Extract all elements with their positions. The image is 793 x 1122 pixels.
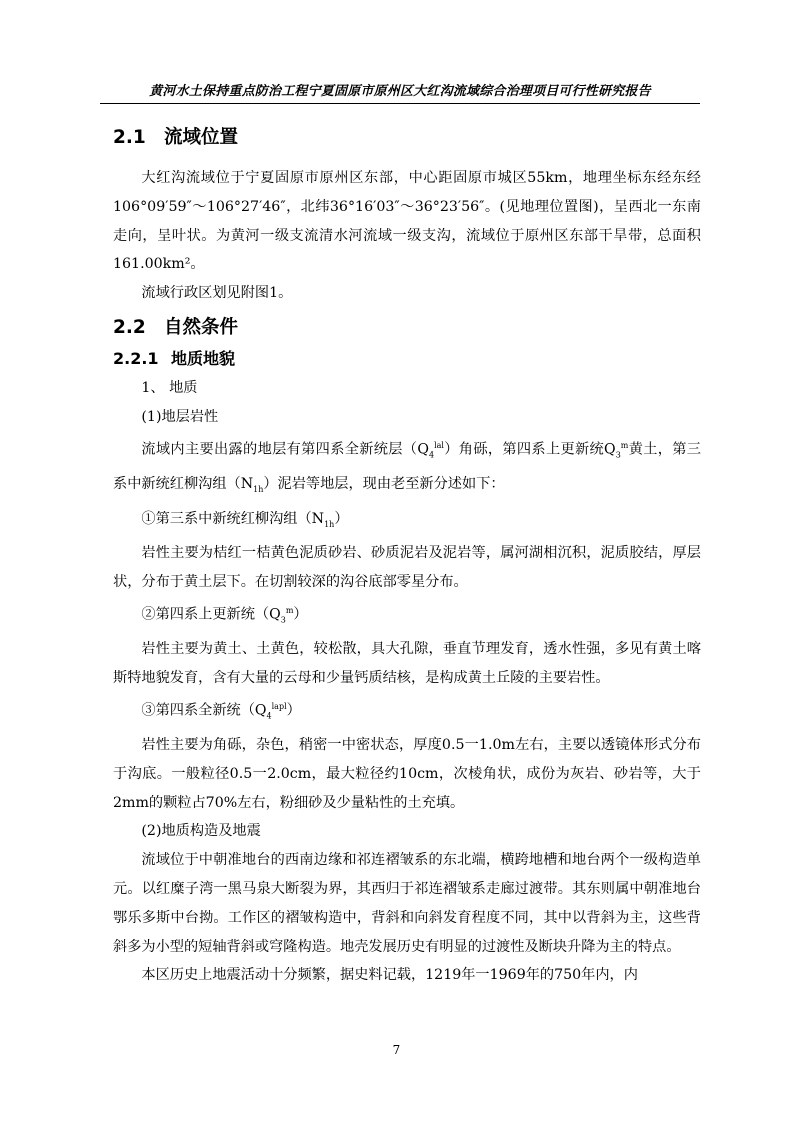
unit3-title: ③第四系全新统$(Q_4^{lapl})$ (141, 701, 301, 721)
strata-intro-paragraph: 流域内主要出露的地层有第四系全新统层$(Q_4^{lal})$角砾，第四系上更新统$Q_3^m$黄土，第三系中新统红柳沟组$(N_{1h})$泥岩等地层，现由老至新分述如下： (113, 440, 701, 494)
page-body (113, 122, 701, 990)
section-2-2-heading (113, 312, 701, 344)
section-title: 自然条件 (164, 316, 239, 338)
item-structure-earthquake: (2)地质构造及地震 (141, 823, 261, 840)
unit3-description: 岩性主要为角砾，杂色，稍密一中密状态，厚度0.5一1.0m左右，主要以透镜体形式分布于沟底。一般粒径0.5一2.0cm，最大粒径约10cm，次棱角状，成份为灰岩、砂岩等，大于2mm的颗粒占70%左右，粉细砂及少量粘性的土充填。 (113, 737, 701, 811)
unit1-description: 岩性主要为桔红一桔黄色泥质砂岩、砂质泥岩及泥岩等，属河湖相沉积，泥质胶结，厚层状，分布于黄土层下。在切割较深的沟谷底部零星分布。 (113, 545, 701, 590)
admin-division-paragraph: 流域行政区划见附图1。 (141, 285, 293, 302)
unit2-title: ②第四系上更新统$(Q_3^m)$ (141, 605, 308, 625)
section-2-1-heading (113, 122, 701, 154)
subsection-title: 地质地貌 (171, 348, 236, 368)
structure-paragraph: 流域位于中朝准地台的西南边缘和祁连褶皱系的东北端，横跨地槽和地台两个一级构造单元。以红糜子湾一黑马泉大断裂为界，其西归于祁连褶皱系走廊过渡带。其东则属中朝准地台鄂乐多斯中台拗。工作区的褶皱构造中，背斜和向斜发育程度不同，其中以背斜为主，这些背斜多为小型的短轴背斜或穹隆构造。地壳发展历史有明显的过渡性及断块升降为主的特点。 (113, 852, 701, 955)
earthquake-paragraph: 本区历史上地震活动十分频繁，据史料记载，1219年一1969年的750年内，内 (141, 967, 638, 984)
unit1-title: ①第三系中新统红柳沟组$(N_{1h})$ (141, 510, 349, 529)
subsection-number: 2.2.1 (113, 348, 159, 368)
item-geology: 1、 地质 (141, 379, 198, 396)
location-paragraph: 大红沟流域位于宁夏固原市原州区东部，中心距固原市城区55km，地理坐标东经东经106°09′59″～106°27′46″，北纬36°16′03″～36°23′56″。(见地理位置图)，呈西北一东南走向，呈叶状。为黄河一级支流清水河流域一级支沟，流域位于原州区东部干旱带，总面积161.00km²。 (113, 170, 701, 273)
running-header: 黄河水土保持重点防治工程宁夏固原市原州区大红沟流域综合治理项目可行性研究报告 (100, 80, 700, 104)
section-2-2-1-heading (113, 344, 701, 374)
section-number: 2.1 (113, 127, 146, 148)
section-number: 2.2 (113, 316, 146, 338)
item-strata-lithology: (1)地层岩性 (141, 408, 219, 425)
unit2-description: 岩性主要为黄土、土黄色，较松散，具大孔隙，垂直节理发育，透水性强，多见有黄土喀斯特地貌发育，含有大量的云母和少量钙质结核，是构成黄土丘陵的主要岩性。 (113, 641, 701, 686)
page-number: 7 (392, 1043, 401, 1057)
section-title: 流域位置 (164, 127, 239, 148)
